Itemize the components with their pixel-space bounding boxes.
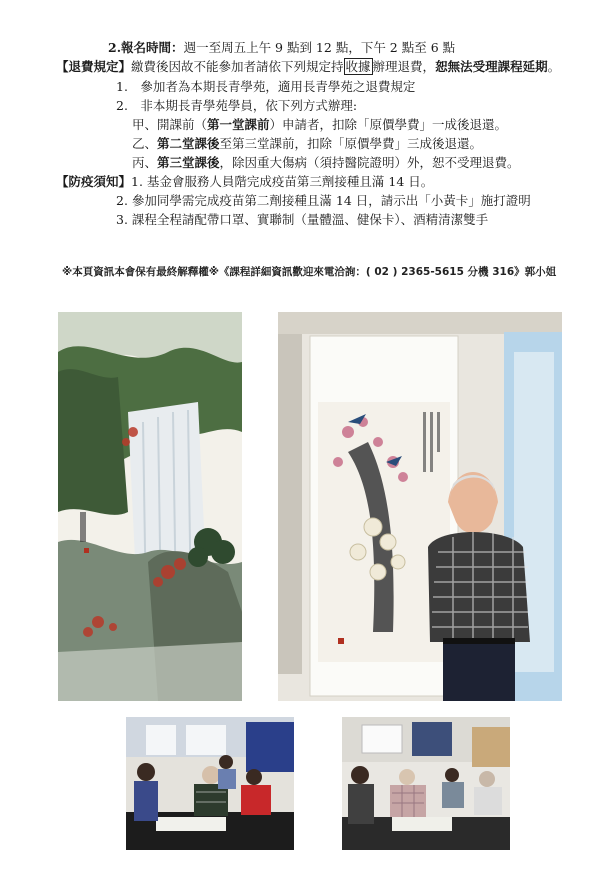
registration-label: 2.報名時間： bbox=[108, 40, 184, 55]
refund-sub-3-bold: 第三堂課後 bbox=[157, 155, 220, 170]
refund-sub-3-pre: 丙、 bbox=[132, 155, 158, 170]
epidemic-line-1 bbox=[56, 174, 433, 190]
artist-with-scroll-photo bbox=[278, 312, 562, 701]
class-photo-right bbox=[342, 717, 510, 850]
epidemic-item-2: 2. 參加同學需完成疫苗第二劑接種且滿 14 日，請示出「小黃卡」施打證明 bbox=[116, 193, 531, 208]
refund-heading bbox=[56, 59, 560, 75]
refund-item-2: 2. 非本期長青學苑學員，依下列方式辦理: bbox=[116, 98, 358, 113]
refund-sub-2 bbox=[132, 136, 482, 152]
epidemic-tag: 【防疫須知】 bbox=[56, 174, 132, 189]
contact-notice: ※本頁資訊本會保有最終解釋權※《課程詳細資訊歡迎來電洽詢：( 02 ) 2365-5615 分機 316》郭小姐 bbox=[62, 266, 557, 278]
refund-sub-2-bold: 第二堂課後 bbox=[157, 136, 220, 151]
waterfall-painting-photo bbox=[58, 312, 242, 701]
class-photo-left bbox=[126, 717, 294, 850]
refund-sub-2-post: 至第三堂課前，扣除「原價學費」三成後退還。 bbox=[219, 136, 483, 151]
registration-text: 週一至周五上午 9 點到 12 點，下午 2 點至 6 點 bbox=[183, 40, 456, 55]
epidemic-item-3: 3. 課程全程請配帶口罩、實聯制（量體溫、健保卡）、酒精清潔雙手 bbox=[116, 212, 489, 227]
refund-sub-1-pre: 甲、開課前（ bbox=[132, 117, 208, 132]
refund-text-a: 繳費後因故不能參加者請依下列規定持 bbox=[131, 59, 344, 74]
refund-text-b: 辦理退費， bbox=[372, 59, 436, 74]
registration-line bbox=[108, 40, 455, 56]
refund-sub-3 bbox=[132, 155, 520, 171]
refund-sub-1-post: ）申請者，扣除「原價學費」一成後退還。 bbox=[269, 117, 508, 132]
receipt-boxed-text: 收據 bbox=[345, 59, 371, 74]
refund-text-end: 。 bbox=[547, 59, 561, 74]
refund-sub-1 bbox=[132, 117, 507, 133]
refund-item-1: 1. 參加者為本期長青學苑，適用長青學苑之退費規定 bbox=[116, 79, 416, 94]
refund-sub-3-post: ，除因重大傷病（須持醫院證明）外，恕不受理退費。 bbox=[219, 155, 520, 170]
epidemic-item-1: 1. 基金會服務人員階完成疫苗第三劑接種且滿 14 日。 bbox=[131, 174, 434, 189]
refund-tag: 【退費規定】 bbox=[56, 59, 132, 74]
refund-sub-2-pre: 乙、 bbox=[132, 136, 158, 151]
refund-sub-1-bold: 第一堂課前 bbox=[207, 117, 270, 132]
refund-no-postpone: 恕無法受理課程延期 bbox=[435, 59, 548, 74]
